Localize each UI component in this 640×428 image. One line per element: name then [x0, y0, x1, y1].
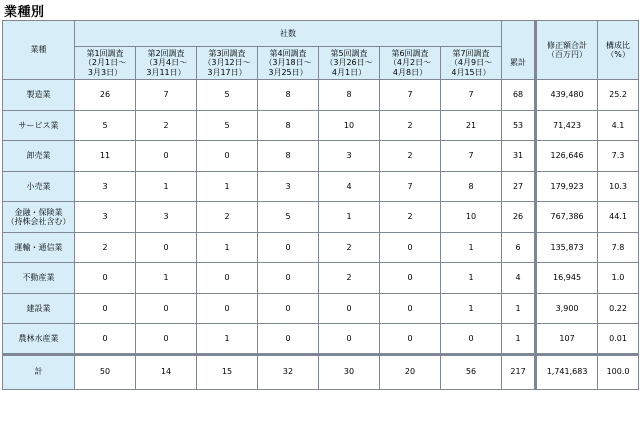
industry-label: 小売業 [26, 181, 51, 191]
cell-s1: 5 [75, 110, 136, 141]
cell-s6: 0 [380, 232, 441, 263]
cell-share: 0.01 [598, 324, 639, 355]
cell-s7: 7 [441, 80, 502, 111]
cell-total: 6 [502, 232, 536, 263]
cell-s7: 8 [441, 171, 502, 202]
cell-share: 7.3 [598, 141, 639, 172]
table-row [3, 202, 639, 233]
industry-label: 不動産業 [22, 273, 55, 283]
cell-s6: 7 [380, 80, 441, 111]
cell-s5: 1 [319, 202, 380, 233]
industry-label: 卸売業 [26, 151, 51, 161]
cell-s5: 4 [319, 171, 380, 202]
cell-s2: 0 [136, 141, 197, 172]
survey-period: （4月9日～ [449, 58, 493, 68]
col-header-survey-7 [441, 47, 502, 80]
col-header-survey-5 [319, 47, 380, 80]
cell-amount: 179,923 [536, 171, 598, 202]
cell-s7: 7 [441, 141, 502, 172]
cell-s2: 0 [136, 324, 197, 355]
cell-share: 25.2 [598, 80, 639, 111]
cell-s4: 0 [258, 324, 319, 355]
cell-s7: 1 [441, 263, 502, 294]
cell-s7: 0 [441, 324, 502, 355]
cell-s4: 3 [258, 171, 319, 202]
cell-s2: 7 [136, 80, 197, 111]
share-header-unit: （%） [606, 50, 630, 59]
cell-total: 26 [502, 202, 536, 233]
industry-label: 計 [34, 367, 43, 377]
survey-period: （3月12日～ [203, 58, 251, 68]
cell-s4: 8 [258, 110, 319, 141]
cell-amount: 107 [536, 324, 598, 355]
cell-s3: 0 [197, 293, 258, 324]
survey-period2: 3月25日） [268, 67, 308, 77]
survey-period: （2月1日～ [83, 58, 127, 68]
cell-s3: 1 [197, 171, 258, 202]
table-row [3, 171, 639, 202]
industry-cell [3, 232, 75, 263]
table-row [3, 110, 639, 141]
cell-s6: 7 [380, 171, 441, 202]
cell-s3: 0 [197, 141, 258, 172]
survey-name: 第7回調査 [452, 49, 490, 59]
industry-cell [3, 324, 75, 355]
cell-total: 1 [502, 293, 536, 324]
cell-s3: 1 [197, 232, 258, 263]
cell-s6: 2 [380, 110, 441, 141]
col-header-share [598, 21, 639, 80]
survey-period2: 3月17日） [207, 67, 247, 77]
industry-cell [3, 141, 75, 172]
cell-s2: 0 [136, 293, 197, 324]
cell-total: 1 [502, 324, 536, 355]
col-header-amount [536, 21, 598, 80]
survey-name: 第1回調査 [86, 49, 124, 59]
table-row [3, 293, 639, 324]
table-row [3, 324, 639, 355]
col-header-cumulative: 累計 [502, 47, 536, 80]
survey-period2: 3月11日） [146, 67, 186, 77]
survey-period2: 4月15日） [451, 67, 491, 77]
industry-cell [3, 80, 75, 111]
industry-label: 建設業 [26, 303, 51, 313]
cell-share: 7.8 [598, 232, 639, 263]
col-header-cumulative-top [502, 21, 536, 47]
amount-header-label: 修正額合計 [547, 40, 588, 50]
col-header-companies: 社数 [75, 21, 502, 47]
cell-s7: 56 [441, 354, 502, 389]
cell-amount: 71,423 [536, 110, 598, 141]
cell-s4: 8 [258, 80, 319, 111]
cell-s1: 0 [75, 293, 136, 324]
cell-total: 68 [502, 80, 536, 111]
industry-cell [3, 110, 75, 141]
cell-s1: 2 [75, 232, 136, 263]
table-row [3, 232, 639, 263]
cell-s2: 14 [136, 354, 197, 389]
cell-s1: 3 [75, 171, 136, 202]
cell-s3: 2 [197, 202, 258, 233]
cell-s3: 15 [197, 354, 258, 389]
cell-share: 44.1 [598, 202, 639, 233]
cell-s3: 1 [197, 324, 258, 355]
survey-period: （4月2日～ [388, 58, 432, 68]
cell-s3: 0 [197, 263, 258, 294]
col-header-survey-2 [136, 47, 197, 80]
cell-s6: 0 [380, 293, 441, 324]
amount-header-unit: （百万円） [547, 50, 588, 59]
cell-s2: 1 [136, 171, 197, 202]
industry-cell [3, 263, 75, 294]
cell-s1: 50 [75, 354, 136, 389]
cell-s5: 10 [319, 110, 380, 141]
survey-period: （3月4日～ [144, 58, 188, 68]
cell-s3: 5 [197, 80, 258, 111]
cell-amount: 439,480 [536, 80, 598, 111]
cell-s1: 0 [75, 263, 136, 294]
cell-s4: 5 [258, 202, 319, 233]
share-header-label: 構成比 [606, 40, 631, 50]
cell-amount: 126,646 [536, 141, 598, 172]
cell-s1: 0 [75, 324, 136, 355]
industry-label: サービス業 [18, 120, 59, 130]
cell-share: 0.22 [598, 293, 639, 324]
cell-share: 100.0 [598, 354, 639, 389]
cell-s6: 0 [380, 263, 441, 294]
cell-total: 31 [502, 141, 536, 172]
cell-s6: 2 [380, 202, 441, 233]
cell-s7: 1 [441, 232, 502, 263]
cell-s5: 30 [319, 354, 380, 389]
cell-s4: 0 [258, 232, 319, 263]
cell-s5: 2 [319, 232, 380, 263]
survey-name: 第4回調査 [269, 49, 307, 59]
industry-cell [3, 293, 75, 324]
survey-period: （3月18日～ [264, 58, 312, 68]
survey-name: 第5回調査 [330, 49, 368, 59]
industry-sublabel: （持株会社含む） [6, 216, 71, 226]
cell-share: 10.3 [598, 171, 639, 202]
col-header-survey-4 [258, 47, 319, 80]
cell-s6: 20 [380, 354, 441, 389]
industry-cell [3, 202, 75, 233]
cell-amount: 135,873 [536, 232, 598, 263]
cell-s2: 0 [136, 232, 197, 263]
cell-total: 217 [502, 354, 536, 389]
cell-s6: 2 [380, 141, 441, 172]
page-title: 業種別 [4, 5, 45, 20]
table-row [3, 80, 639, 111]
cell-s2: 1 [136, 263, 197, 294]
cell-amount: 767,386 [536, 202, 598, 233]
industry-table [2, 20, 639, 390]
survey-period2: 4月1日） [331, 67, 367, 77]
industry-cell [3, 354, 75, 389]
total-row [3, 354, 639, 389]
cell-s6: 0 [380, 324, 441, 355]
cell-s3: 5 [197, 110, 258, 141]
cell-s5: 2 [319, 263, 380, 294]
col-header-survey-1 [75, 47, 136, 80]
cell-s4: 0 [258, 293, 319, 324]
cell-total: 4 [502, 263, 536, 294]
industry-label: 金融・保険業 [14, 207, 63, 217]
cell-s2: 2 [136, 110, 197, 141]
survey-period2: 4月8日） [392, 67, 428, 77]
cell-s7: 10 [441, 202, 502, 233]
cell-s2: 3 [136, 202, 197, 233]
cell-s4: 8 [258, 141, 319, 172]
cell-amount: 1,741,683 [536, 354, 598, 389]
survey-name: 第3回調査 [208, 49, 246, 59]
cell-share: 4.1 [598, 110, 639, 141]
cell-s1: 11 [75, 141, 136, 172]
cell-s5: 3 [319, 141, 380, 172]
cell-s7: 1 [441, 293, 502, 324]
cell-share: 1.0 [598, 263, 639, 294]
cell-s4: 0 [258, 263, 319, 294]
cell-s5: 0 [319, 293, 380, 324]
cell-s5: 0 [319, 324, 380, 355]
table-row [3, 141, 639, 172]
survey-period2: 3月3日） [87, 67, 123, 77]
cell-amount: 3,900 [536, 293, 598, 324]
cell-s7: 21 [441, 110, 502, 141]
cell-s1: 3 [75, 202, 136, 233]
col-header-survey-3 [197, 47, 258, 80]
survey-name: 第6回調査 [391, 49, 429, 59]
cell-s5: 8 [319, 80, 380, 111]
industry-label: 製造業 [26, 90, 51, 100]
survey-period: （3月26日～ [325, 58, 373, 68]
cell-s1: 26 [75, 80, 136, 111]
survey-name: 第2回調査 [147, 49, 185, 59]
industry-label: 農林水産業 [18, 333, 59, 343]
cell-amount: 16,945 [536, 263, 598, 294]
col-header-survey-6 [380, 47, 441, 80]
table-row [3, 263, 639, 294]
cell-s4: 32 [258, 354, 319, 389]
cell-total: 27 [502, 171, 536, 202]
col-header-industry: 業種 [3, 21, 75, 80]
industry-cell [3, 171, 75, 202]
cell-total: 53 [502, 110, 536, 141]
industry-label: 運輸・通信業 [14, 242, 63, 252]
